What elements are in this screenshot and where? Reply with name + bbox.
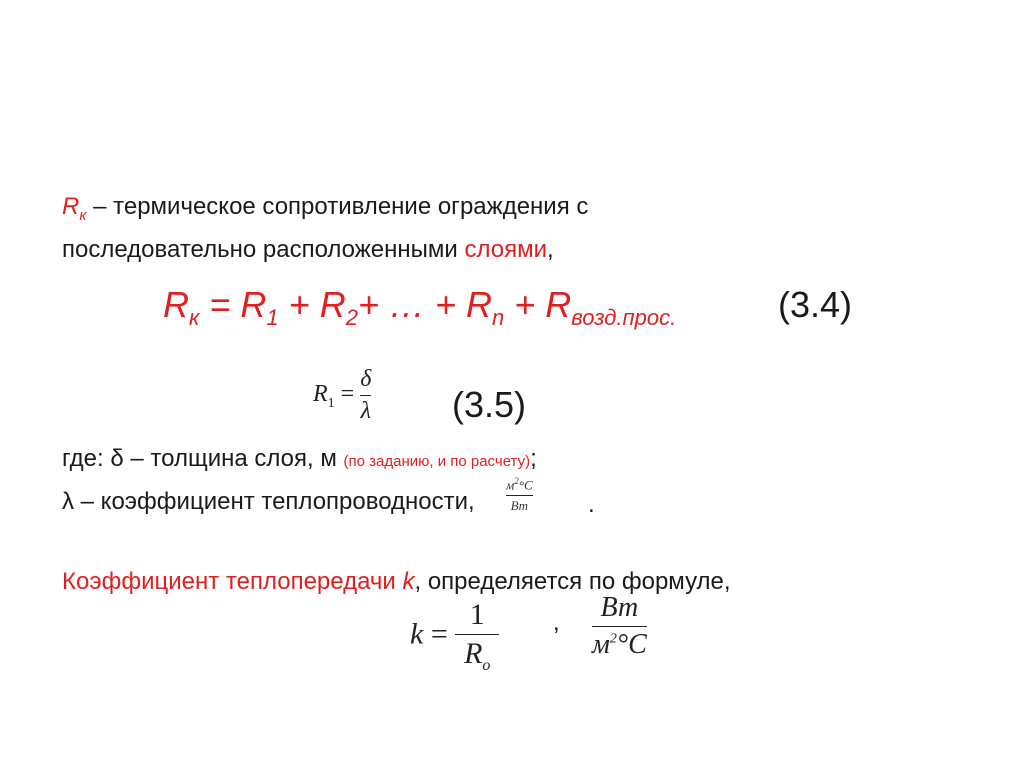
- lambda-tail: .: [588, 491, 595, 518]
- k-unit-sup: 2: [609, 631, 617, 647]
- definition-text-1: – термическое сопротивление ограждения с: [86, 193, 589, 220]
- eq35-denominator: λ: [360, 398, 371, 424]
- lambda-text: λ – коэффициент теплопроводности,: [62, 488, 475, 515]
- k-unit-denominator: [592, 629, 647, 661]
- eq35-fraction-bar: [360, 395, 371, 396]
- where-text: где: δ – толщина слоя, м: [62, 445, 344, 472]
- lambda-unit-m: м: [506, 477, 515, 493]
- k-formula-k: k: [410, 617, 424, 651]
- rk-subscript: к: [79, 206, 87, 224]
- k-unit-numerator: Вт: [600, 592, 639, 623]
- equation-3-4-number: (3.4): [778, 284, 853, 325]
- eq34-sub-k: к: [189, 305, 200, 331]
- definition-line-1: [62, 192, 588, 231]
- lambda-line: [62, 487, 475, 517]
- eq35-r: R: [313, 381, 328, 408]
- eq34-r1: R: [240, 284, 267, 325]
- eq34-plus-1: +: [278, 284, 320, 325]
- eq34-r2: R: [319, 284, 346, 325]
- eq34-equals: =: [199, 284, 241, 325]
- lambda-unit-vt: Вт: [510, 498, 529, 514]
- lambda-unit: [506, 476, 533, 514]
- k-formula-fraction: [455, 598, 499, 675]
- lambda-unit-bar: [506, 495, 533, 496]
- eq34-sub-n: n: [492, 305, 505, 331]
- lambda-unit-sup: 2: [514, 476, 519, 486]
- coef-red-text: Коэффициент теплопередачи: [62, 568, 403, 595]
- lambda-unit-c: °С: [518, 477, 533, 493]
- k-formula: [410, 598, 499, 675]
- equation-3-5-number: (3.5): [452, 384, 527, 425]
- coef-k: k: [402, 568, 415, 595]
- definition-tail: ,: [547, 236, 554, 263]
- k-unit-m: м: [592, 629, 610, 660]
- k-formula-numerator: 1: [469, 598, 485, 631]
- k-unit-bar: [592, 626, 647, 627]
- equation-3-5: [313, 366, 371, 425]
- eq34-plus-2: +: [504, 284, 546, 325]
- k-unit: [592, 592, 647, 661]
- eq34-plus-dots: + … +: [357, 284, 467, 325]
- where-tail: ;: [530, 445, 537, 472]
- equation-3-4-body: [163, 284, 677, 331]
- eq35-numerator: δ: [360, 366, 372, 392]
- k-unit-c: °C: [616, 629, 647, 660]
- definition-text-2: последовательно расположенными: [62, 236, 465, 263]
- lambda-unit-top: [506, 476, 533, 493]
- rk-symbol: [62, 193, 87, 224]
- where-note: (по заданию, и по расчету): [343, 453, 531, 470]
- k-formula-equals: =: [423, 617, 456, 651]
- eq35-sub: 1: [327, 395, 335, 411]
- lambda-unit-fraction: [506, 476, 533, 514]
- eq35-fraction: [360, 366, 371, 425]
- rk-letter: R: [62, 193, 80, 220]
- eq34-rn: R: [466, 284, 493, 325]
- k-unit-fraction: [592, 592, 647, 661]
- k-formula-bar: [455, 634, 499, 635]
- eq34-sub-2: 2: [345, 305, 358, 331]
- k-formula-denominator: [464, 637, 490, 675]
- k-formula-comma: ,: [553, 609, 560, 636]
- k-formula-r: R: [464, 637, 483, 670]
- coef-text: , определяется по формуле,: [414, 568, 731, 595]
- layers-highlight: слоями: [464, 236, 547, 263]
- where-line: [62, 444, 537, 477]
- eq34-rk: R: [163, 284, 189, 325]
- eq34-rvozd: R: [545, 284, 572, 325]
- k-formula-sub: o: [482, 657, 491, 674]
- eq34-sub-vozd: возд.прос.: [571, 305, 677, 331]
- eq34-sub-1: 1: [266, 305, 279, 331]
- eq35-equals: =: [334, 381, 361, 408]
- equation-3-4: [163, 280, 676, 343]
- definition-line-2: [62, 235, 554, 265]
